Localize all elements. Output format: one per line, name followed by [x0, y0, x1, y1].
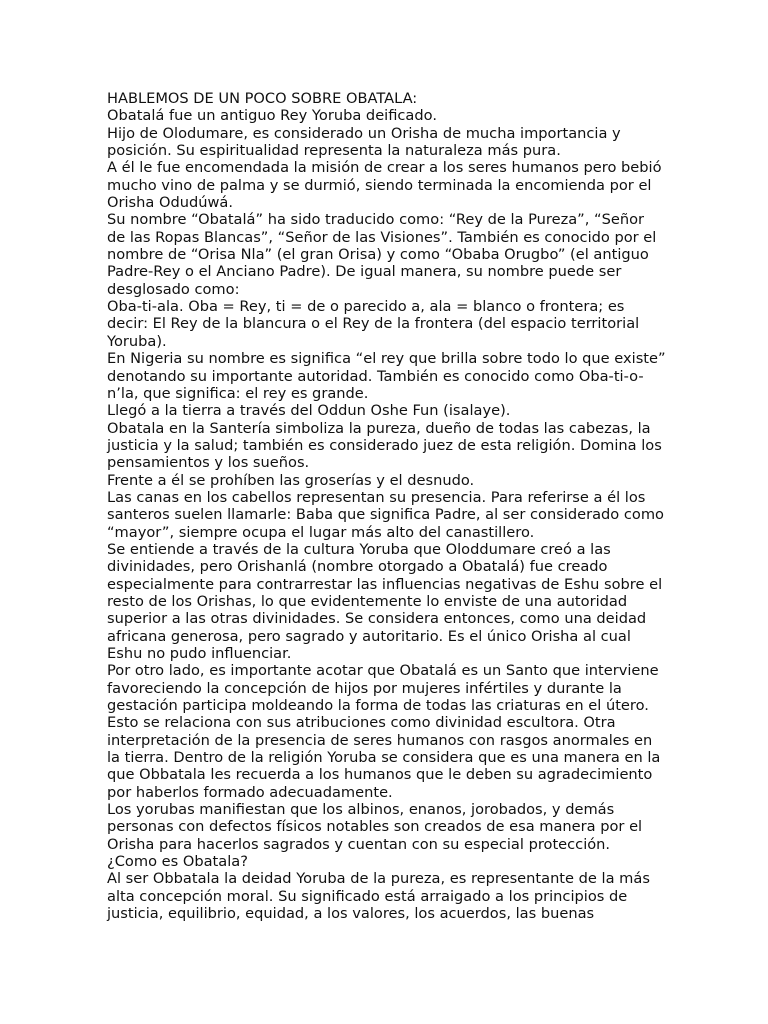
document-text-line: Obatalá fue un antiguo Rey Yoruba deificado. — [107, 107, 437, 125]
document-text-line: Se entiende a través de la cultura Yoruba que Oloddumare creó a las — [107, 540, 611, 558]
document-text-line: pensamientos y los sueños. — [107, 454, 310, 472]
document-text-line: Frente a él se prohíben las groserías y el desnudo. — [107, 471, 475, 489]
document-text-line: la tierra. Dentro de la religión Yoruba se considera que es una manera en la — [107, 749, 661, 767]
document-text-line: HABLEMOS DE UN POCO SOBRE OBATALA: — [107, 90, 418, 107]
document-text-line: Las canas en los cabellos representan su presencia. Para referirse a él los — [107, 488, 646, 506]
document-text-line: justicia, equilibrio, equidad, a los valores, los acuerdos, las buenas — [107, 905, 595, 923]
document-text-line: resto de los Orishas, lo que evidentemente lo enviste de una autoridad — [107, 592, 628, 610]
document-text-line: posición. Su espiritualidad representa la naturaleza más pura. — [107, 142, 561, 160]
document-text-line: desglosado como: — [107, 280, 240, 298]
document-text-line: Por otro lado, es importante acotar que Obatalá es un Santo que interviene — [107, 662, 659, 680]
document-text-line: Al ser Obbatala la deidad Yoruba de la pureza, es representante de la más — [107, 870, 650, 888]
document-text-line: personas con defectos físicos notables son creados de esa manera por el — [107, 818, 643, 836]
document-text-line: Orisha para hacerlos sagrados y cuentan con su especial protección. — [107, 835, 611, 853]
document-text-line: superior a las otras divinidades. Se considera entonces, como una deidad — [107, 610, 647, 628]
document-text-line: de las Ropas Blancas”, “Señor de las Visiones”. También es conocido por el — [107, 228, 657, 246]
document-text-line: En Nigeria su nombre es significa “el rey que brilla sobre todo lo que existe” — [107, 350, 666, 368]
document-text-line: Llegó a la tierra a través del Oddun Oshe Fun (isalaye). — [107, 402, 511, 420]
document-text-line: especialmente para contrarrestar las influencias negativas de Eshu sobre el — [107, 575, 663, 593]
document-text-line: mucho vino de palma y se durmió, siendo terminada la encomienda por el — [107, 176, 652, 194]
document-text-line: interpretación de la presencia de seres humanos con rasgos anormales en — [107, 731, 653, 749]
document-text-line: Obatala en la Santería simboliza la pureza, dueño de todas las cabezas, la — [107, 419, 651, 437]
document-text-line: Eshu no pudo influenciar. — [107, 645, 292, 662]
document-text-line: favoreciendo la concepción de hijos por mujeres infértiles y durante la — [107, 679, 622, 697]
document-text-line: por haberlos formado adecuadamente. — [107, 783, 393, 801]
document-text-line: nombre de “Orisa Nla” (el gran Orisa) y como “Obaba Orugbo” (el antiguo — [107, 246, 649, 264]
document-text-line: A él le fue encomendada la misión de crear a los seres humanos pero bebió — [107, 159, 662, 177]
document-text-line: Padre-Rey o el Anciano Padre). De igual manera, su nombre puede ser — [107, 263, 622, 281]
document-text-line: ¿Como es Obatala? — [107, 853, 248, 871]
document-text-line: Orisha Odudúwá. — [107, 194, 234, 212]
document-text-line: decir: El Rey de la blancura o el Rey de la frontera (del espacio territorial — [107, 315, 640, 333]
document-text-line: divinidades, pero Orishanlá (nombre otorgado a Obatalá) fue creado — [107, 558, 608, 576]
document-text-line: Esto se relaciona con sus atribuciones como divinidad escultora. Otra — [107, 714, 616, 732]
document-text-line: santeros suelen llamarle: Baba que significa Padre, al ser considerado como — [107, 506, 664, 524]
document-body-text — [107, 90, 687, 923]
document-text-line: “mayor”, siempre ocupa el lugar más alto del canastillero. — [107, 523, 535, 541]
document-text-line: Yoruba). — [107, 332, 167, 350]
document-text-line: africana generosa, pero sagrado y autoritario. Es el único Orisha al cual — [107, 627, 631, 645]
document-text-line: que Obbatala les recuerda a los humanos que le deben su agradecimiento — [107, 766, 653, 784]
document-text-line: Su nombre “Obatalá” ha sido traducido como: “Rey de la Pureza”, “Señor — [107, 211, 645, 229]
document-text-line: alta concepción moral. Su significado está arraigado a los principios de — [107, 887, 628, 905]
document-text-line: n’la, que significa: el rey es grande. — [107, 384, 369, 402]
document-text-line: Oba-ti-ala. Oba = Rey, ti = de o parecido a, ala = blanco o frontera; es — [107, 298, 625, 316]
document-text-line: Hijo de Olodumare, es considerado un Orisha de mucha importancia y — [107, 124, 621, 142]
document-text-line: denotando su importante autoridad. También es conocido como Oba-ti-o- — [107, 367, 644, 385]
document-text-line: justicia y la salud; también es considerado juez de esta religión. Domina los — [107, 436, 662, 454]
document-text-line: gestación participa moldeando la forma de todas las criaturas en el útero. — [107, 697, 649, 715]
document-text-line: Los yorubas manifiestan que los albinos, enanos, jorobados, y demás — [107, 801, 615, 819]
